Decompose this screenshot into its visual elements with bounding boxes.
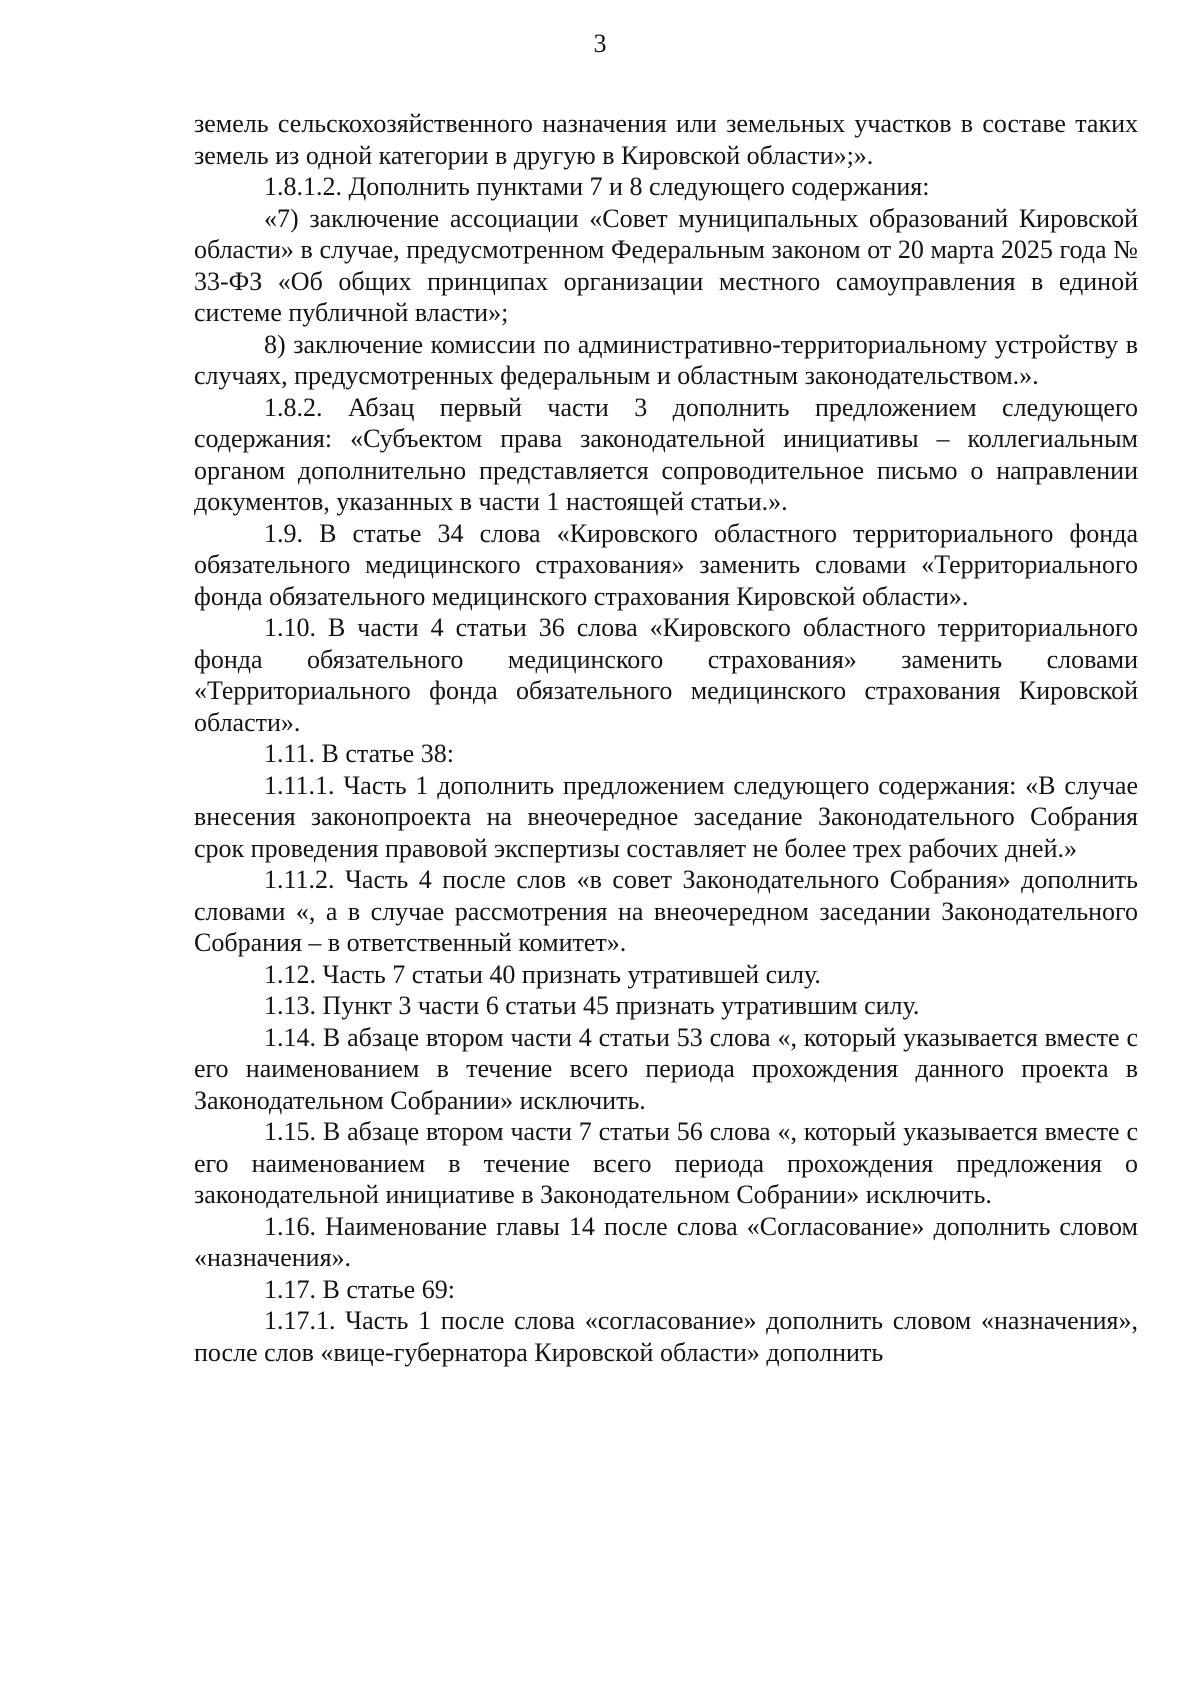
paragraph-continuation: земель сельскохозяйственного назначения или земельных участков в составе таких земель из одной категории в другую в Кировской области»;».	[194, 109, 1138, 170]
paragraph-1-11: 1.11. В статье 38:	[264, 739, 454, 768]
paragraph-1-16: 1.16. Наименование главы 14 после слова «Согласование» дополнить словом «назначения».	[194, 1211, 1138, 1272]
paragraph-1-15: 1.15. В абзаце втором части 7 статьи 56 слова «, который указывается вместе с его наименованием в течение всего периода прохождения предложения о законодательной инициативе в Законодательном Собрании» исключить.	[194, 1117, 1138, 1209]
paragraph-1-13: 1.13. Пункт 3 части 6 статьи 45 признать утратившим силу.	[264, 991, 920, 1020]
paragraph-1-8-2: 1.8.2. Абзац первый части 3 дополнить предложением следующего содержания: «Субъектом права законодательной инициативы – коллегиальным органом дополнительно представляется сопроводительное письмо о направлении документов, указанных в части 1 настоящей статьи.».	[194, 392, 1138, 516]
paragraph-1-12: 1.12. Часть 7 статьи 40 признать утратившей силу.	[264, 959, 821, 989]
paragraph-1-11-2: 1.11.2. Часть 4 после слов «в совет Законодательного Собрания» дополнить словами «, а в случае рассмотрения на внеочередном заседании Законодательного Собрания – в ответственный комитет».	[194, 865, 1138, 957]
paragraph-item-8: 8) заключение комиссии по административно-территориальному устройству в случаях, предусмотренных федеральным и областным законодательством.».	[194, 329, 1138, 390]
paragraph-1-17: 1.17. В статье 69:	[264, 1274, 455, 1304]
paragraph-1-8-1-2: 1.8.1.2. Дополнить пунктами 7 и 8 следующего содержания:	[264, 172, 930, 201]
paragraph-1-10: 1.10. В части 4 статьи 36 слова «Кировского областного территориального фонда обязательного медицинского страхования» заменить словами «Территориального фонда обязательного медицинского страхования Кировской области».	[194, 613, 1138, 737]
paragraph-1-14: 1.14. В абзаце втором части 4 статьи 53 слова «, который указывается вместе с его наименованием в течение всего периода прохождения данного проекта в Законодательном Собрании» исключить.	[194, 1022, 1138, 1115]
paragraph-1-9: 1.9. В статье 34 слова «Кировского областного территориального фонда обязательного медицинского страхования» заменить словами «Территориального фонда обязательного медицинского страхования Кировской области».	[194, 518, 1138, 611]
page-number: 3	[593, 29, 607, 58]
paragraph-item-7: «7) заключение ассоциации «Совет муниципальных образований Кировской области» в случае, предусмотренном Федеральным законом от 20 марта 2025 года № 33-ФЗ «Об общих принципах организации местного самоуправления в единой системе публичной власти»;	[194, 203, 1138, 327]
document-body	[194, 108, 1138, 1368]
paragraph-1-17-1: 1.17.1. Часть 1 после слова «согласование» дополнить словом «назначения», после слов «вице-губернатора Кировской области» дополнить	[194, 1306, 1138, 1367]
paragraph-1-11-1: 1.11.1. Часть 1 дополнить предложением следующего содержания: «В случае внесения законопроекта на внеочередное заседание Законодательного Собрания срок проведения правовой экспертизы составляет не более трех рабочих дней.»	[194, 770, 1138, 863]
